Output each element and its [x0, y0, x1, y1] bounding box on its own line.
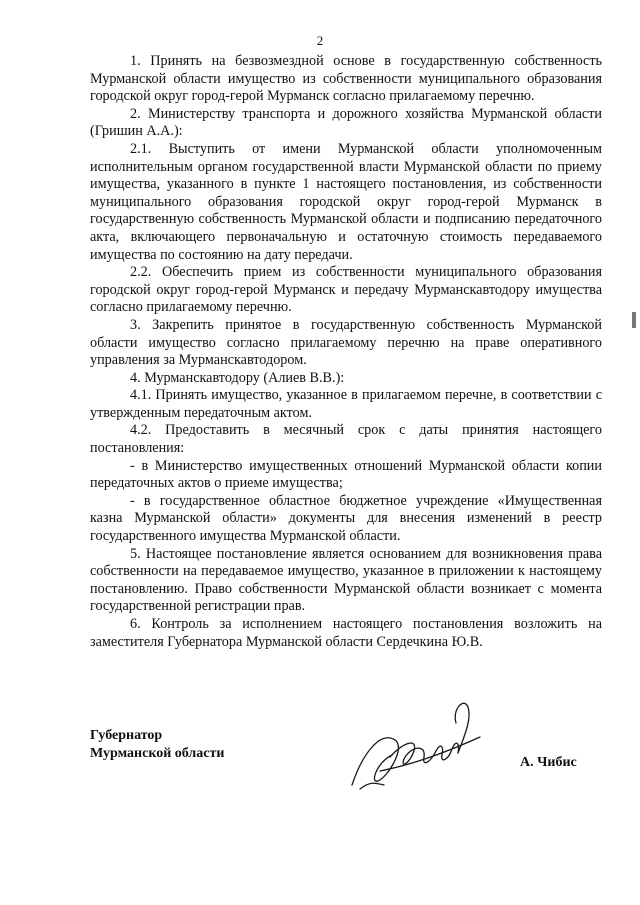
paragraph-6: 6. Контроль за исполнением настоящего постановления возложить на заместителя Губернатора Мурманской области Сердечкина Ю.В.	[90, 616, 602, 650]
page-number: 2	[316, 33, 324, 48]
paragraph-2-1: 2.1. Выступить от имени Мурманской области уполномоченным исполнительным органом государственной власти Мурманской области по приему имущества, указанного в пункте 1 настоящего постановления, из собственности муниципального образования городской округ город-герой Мурманск в государственную собственность Мурманской области и подписанию передаточного акта, включающего первоначальную и остаточную стоимость передаваемого имущества по состоянию на дату передачи.	[90, 140, 602, 263]
handwritten-signature	[340, 685, 500, 805]
paragraph-2-2: 2.2. Обеспечить прием из собственности муниципального образования городской округ город-герой Мурманск и передачу Мурманскавтодору имущества согласно прилагаемому перечню.	[90, 264, 602, 316]
signatory-position	[90, 727, 224, 763]
paragraph-4-2-item-2: - в государственное областное бюджетное учреждение «Имущественная казна Мурманской области» документы для внесения изменений в реестр государственного имущества Мурманской области.	[90, 492, 602, 545]
paragraph-4-1: 4.1. Принять имущество, указанное в прилагаемом перечне, в соответствии с утвержденным передаточным актом.	[90, 387, 602, 421]
paragraph-2: 2. Министерству транспорта и дорожного хозяйства Мурманской области (Гришин А.А.):	[90, 105, 602, 140]
signatory-name: А. Чибис	[520, 755, 577, 770]
paragraph-4: 4. Мурманскавтодору (Алиев В.В.):	[130, 369, 345, 386]
paragraph-1: 1. Принять на безвозмездной основе в государственную собственность Мурманской области имущество из собственности муниципального образования городской округ город-герой Мурманск согласно прилагаемому перечню.	[90, 53, 602, 105]
paragraph-5: 5. Настоящее постановление является основанием для возникновения права собственности на передаваемое имущество, указанное в приложении к настоящему постановлению. Право собственности Мурманской области возникает с момента государственной регистрации прав.	[90, 545, 602, 615]
paragraph-4-2-item-1: - в Министерство имущественных отношений Мурманской области копии передаточных актов о приеме имущества;	[90, 457, 602, 492]
paragraph-3: 3. Закрепить принятое в государственную собственность Мурманской области имущество согласно прилагаемому перечню на праве оперативного управления за Мурманскавтодором.	[90, 316, 602, 369]
paragraph-4-2: 4.2. Предоставить в месячный срок с даты принятия настоящего постановления:	[90, 422, 602, 457]
document-body	[90, 53, 602, 651]
scan-edge-mark	[632, 312, 636, 328]
signatory-position-line-2: Мурманской области	[90, 746, 225, 761]
signatory-position-line-1: Губернатор	[90, 728, 163, 743]
